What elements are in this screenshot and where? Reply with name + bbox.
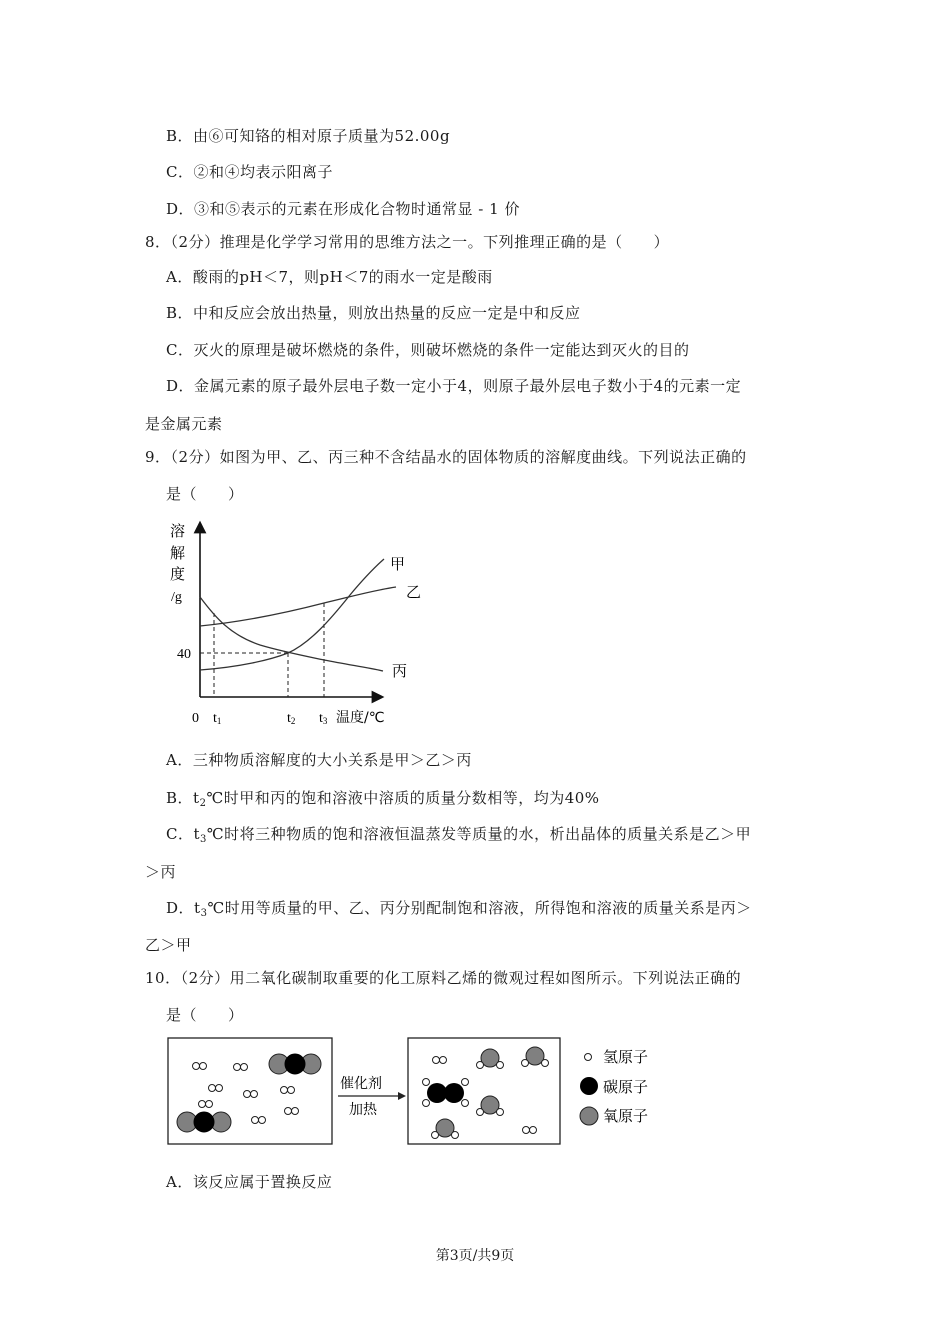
solubility-chart [160,515,430,730]
q7-option-c: C．②和④均表示阳离子 [166,163,333,181]
q9-option-b: B．$t_2℃$时甲和丙的饱和溶液中溶质的质量分数相等，均为40% [166,789,600,809]
page-footer: 第3页/共9页 [435,1248,515,1264]
oxygen-atom-icon [580,1107,598,1125]
q8-option-d-line1: D．金属元素的原子最外层电子数一定小于4，则原子最外层电子数小于4的元素一定 [166,377,742,395]
y-label-1: 溶 [170,522,186,540]
q9-stem-line2: 是（ ） [166,485,244,503]
q8-option-c: C．灭火的原理是破坏燃烧的条件，则破坏燃烧的条件一定能达到灭火的目的 [166,341,690,359]
x-tick-0: 0 [192,711,199,726]
reaction-diagram [160,1030,680,1155]
q10-stem-line1: 10．（2分）用二氧化碳制取重要的化工原料乙烯的微观过程如图所示。下列说法正确的 [145,969,742,987]
svg-text:t2: t2 [287,711,296,726]
series-label-jia: 甲 [390,555,406,573]
q9-option-c: C．$t_3℃$时将三种物质的饱和溶液恒温蒸发等质量的水，析出晶体的质量关系是乙＞甲 [166,825,752,845]
q9-option-a: A．三种物质溶解度的大小关系是甲＞乙＞丙 [166,751,472,769]
series-label-yi: 乙 [406,583,422,601]
q8-stem: 8．（2分）推理是化学学习常用的思维方法之一。下列推理正确的是（ ） [145,233,670,251]
hydrogen-atom-icon [585,1054,592,1061]
x-axis-label: 温度/℃ [336,710,385,726]
q8-option-d-line2: 是金属元素 [145,415,223,433]
curve-bing [200,597,383,671]
q9-stem-line1: 9．（2分）如图为甲、乙、丙三种不含结晶水的固体物质的溶解度曲线。下列说法正确的 [145,448,747,466]
series-label-bing: 丙 [392,662,408,680]
y-label-3: 度 [170,565,186,583]
solubility-chart-svg [160,515,430,730]
q10-stem-line2: 是（ ） [166,1006,244,1024]
q9-option-d-line2: 乙＞甲 [145,936,192,954]
heat-label: 加热 [349,1102,377,1118]
y-tick-40: 40 [177,647,191,662]
legend-carbon: 碳原子 [603,1078,649,1096]
y-label-4: /g [171,590,182,605]
co2-molecule-2 [177,1112,231,1132]
q9-option-c-line2: ＞丙 [145,863,177,881]
svg-text:t1: t1 [213,711,222,726]
carbon-atom-icon [580,1077,598,1095]
q8-option-a: A．酸雨的pH＜7，则pH＜7的雨水一定是酸雨 [166,268,493,286]
curve-yi [200,587,396,626]
q7-option-b: B．由⑥可知铬的相对原子质量为52.00g [166,127,451,145]
y-label-2: 解 [170,544,186,562]
svg-text:t3: t3 [319,711,328,726]
legend-hydrogen: 氢原子 [603,1048,649,1066]
q10-option-a: A．该反应属于置换反应 [166,1173,333,1191]
q9-option-d: D．$t_3℃$时用等质量的甲、乙、丙分别配制饱和溶液，所得饱和溶液的质量关系是丙＞ [166,899,752,919]
q8-option-b: B．中和反应会放出热量，则放出热量的反应一定是中和反应 [166,304,581,322]
q7-option-d: D．③和⑤表示的元素在形成化合物时通常显 - 1 价 [166,200,520,218]
co2-molecule-1 [269,1054,321,1074]
legend-oxygen: 氧原子 [603,1107,649,1125]
catalyst-label: 催化剂 [340,1076,382,1092]
